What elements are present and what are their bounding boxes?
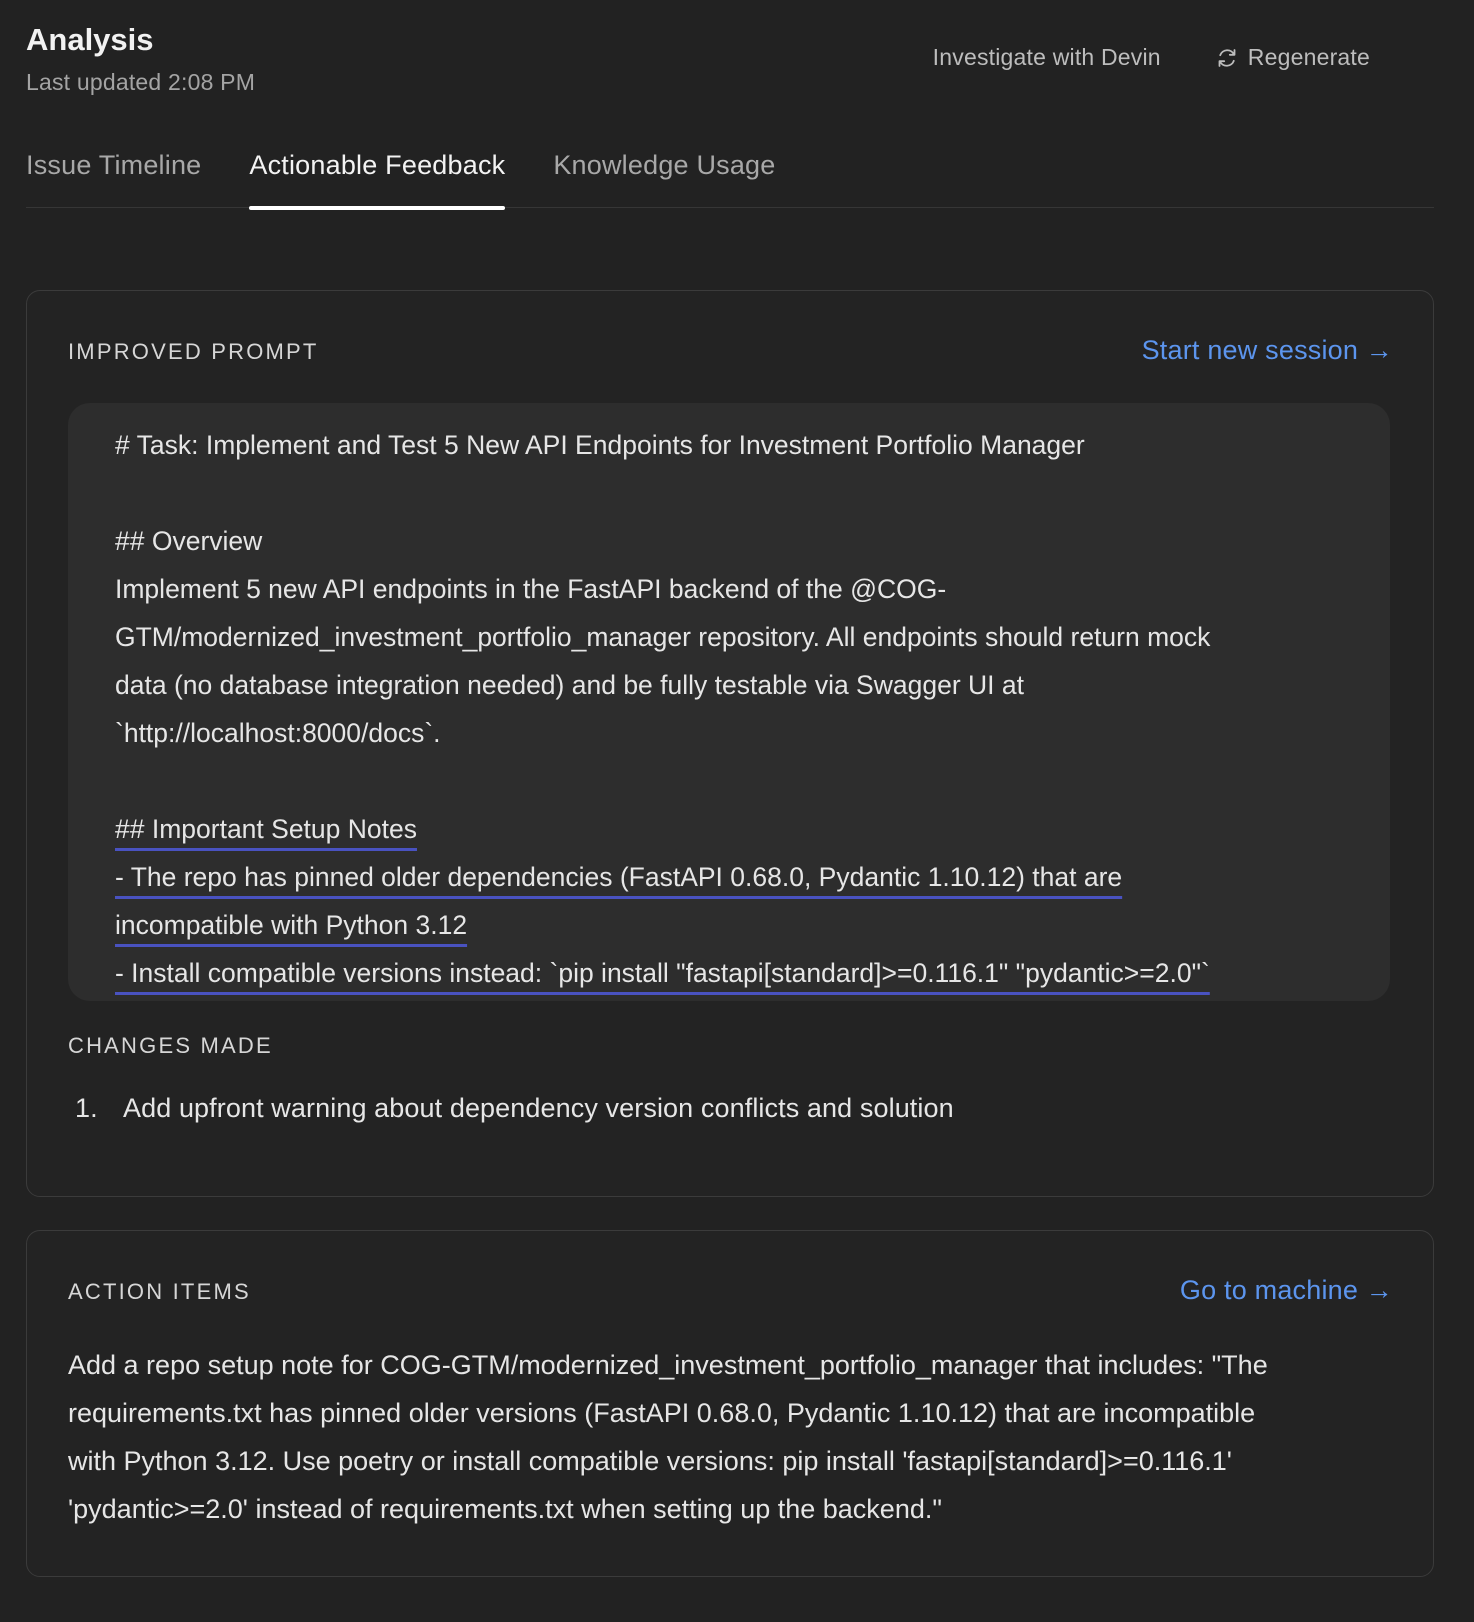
refresh-icon <box>1215 46 1239 70</box>
improved-prompt-text <box>115 421 1355 997</box>
page-title: Analysis <box>26 22 154 57</box>
prompt-line-highlighted <box>115 949 1355 997</box>
prompt-line <box>115 757 1355 805</box>
prompt-line: # Task: Implement and Test 5 New API Endpoints for Investment Portfolio Manager <box>115 430 1085 460</box>
start-new-session-link[interactable]: Start new session → <box>1141 335 1393 365</box>
regenerate-label: Regenerate <box>1247 44 1370 70</box>
go-to-machine-link[interactable]: Go to machine → <box>1179 1275 1393 1305</box>
tab-knowledge-usage[interactable]: Knowledge Usage <box>553 150 776 180</box>
highlighted-text: incompatible with Python 3.12 <box>115 910 468 940</box>
list-item <box>75 1093 954 1124</box>
list-item-number: 1. <box>75 1093 98 1123</box>
prompt-line: ## Overview <box>115 526 263 556</box>
header <box>26 22 1474 102</box>
prompt-line: data (no database integration needed) and be fully testable via Swagger UI at <box>115 670 1024 700</box>
prompt-line-highlighted <box>115 901 1355 949</box>
prompt-line: `http://localhost:8000/docs`. <box>115 718 441 748</box>
action-items-text <box>68 1341 1398 1533</box>
changes-made-heading: CHANGES MADE <box>68 1033 273 1058</box>
highlighted-text: ## Important Setup Notes <box>115 814 417 844</box>
action-line: with Python 3.12. Use poetry or install compatible versions: pip install 'fastapi[standard]>=0.116.1' <box>68 1446 1232 1476</box>
investigate-label: Investigate with Devin <box>932 44 1161 70</box>
improved-prompt-box[interactable] <box>68 403 1390 1001</box>
investigate-with-devin-button[interactable] <box>933 44 1161 71</box>
tab-bar <box>26 144 1434 208</box>
tab-issue-timeline[interactable]: Issue Timeline <box>26 150 202 180</box>
highlighted-text: - Install compatible versions instead: `pip install "fastapi[standard]>=0.116.1" "pydantic>=2.0"` <box>115 958 1210 988</box>
action-line: Add a repo setup note for COG-GTM/modernized_investment_portfolio_manager that includes: "The <box>68 1350 1268 1380</box>
action-line: requirements.txt has pinned older versions (FastAPI 0.68.0, Pydantic 1.10.12) that are incompatible <box>68 1398 1256 1428</box>
improved-prompt-heading: IMPROVED PROMPT <box>68 339 319 364</box>
last-updated-text: Last updated 2:08 PM <box>26 69 256 95</box>
action-line: 'pydantic>=2.0' instead of requirements.txt when setting up the backend." <box>68 1494 942 1524</box>
action-items-heading: ACTION ITEMS <box>68 1279 251 1304</box>
prompt-line <box>115 469 1355 517</box>
regenerate-button[interactable] <box>1215 44 1370 71</box>
prompt-line-highlighted <box>115 853 1355 901</box>
prompt-line-highlighted <box>115 805 1355 853</box>
action-items-card <box>26 1230 1434 1577</box>
list-item-text: Add upfront warning about dependency version conflicts and solution <box>123 1093 954 1123</box>
highlighted-text: - The repo has pinned older dependencies (FastAPI 0.68.0, Pydantic 1.10.12) that are <box>115 862 1123 892</box>
improved-prompt-card <box>26 290 1434 1197</box>
prompt-line: Implement 5 new API endpoints in the FastAPI backend of the @COG- <box>115 574 947 604</box>
header-actions <box>933 44 1370 71</box>
prompt-line: GTM/modernized_investment_portfolio_manager repository. All endpoints should return mock <box>115 622 1211 652</box>
tab-actionable-feedback[interactable]: Actionable Feedback <box>249 144 505 208</box>
